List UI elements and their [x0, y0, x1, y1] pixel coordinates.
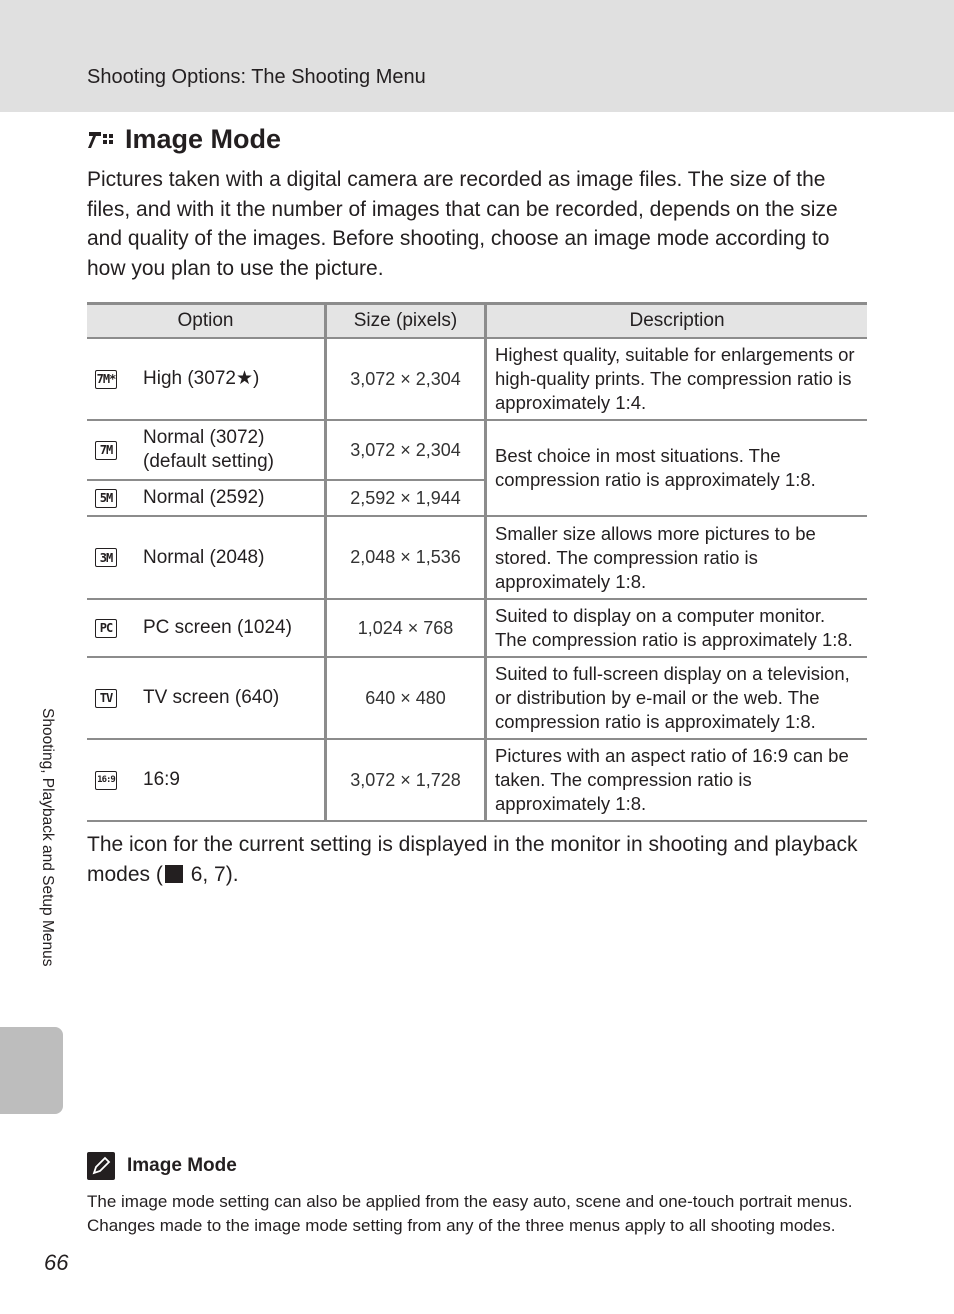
icon-note-pages: 6, 7). — [184, 862, 239, 886]
option-cell — [87, 657, 326, 739]
header-size: Size (pixels) — [326, 304, 486, 339]
mode-5m-icon: 5M — [95, 489, 117, 508]
page-reference-icon — [165, 865, 183, 883]
mode-pc-icon: PC — [95, 619, 117, 638]
note-title: Image Mode — [127, 1155, 237, 1176]
table-row — [87, 516, 867, 599]
table-row — [87, 599, 867, 657]
size-cell: 3,072 × 2,304 — [326, 420, 486, 480]
mode-7m-icon: 7M — [95, 441, 117, 460]
option-label: Normal (2048) — [143, 546, 265, 568]
size-cell: 640 × 480 — [326, 657, 486, 739]
description-cell: Best choice in most situations. The compression ratio is approximately 1:8. — [486, 420, 868, 516]
mode-7m-fine-icon: 7M* — [95, 370, 117, 389]
page-number: 66 — [44, 1250, 69, 1275]
option-label: PC screen (1024) — [143, 617, 292, 638]
mode-16-9-icon: 16:9 — [95, 771, 117, 790]
description-cell: Highest quality, suitable for enlargements or high-quality prints. The compression ratio is approximately 1:4. — [486, 338, 868, 420]
image-mode-icon — [87, 128, 117, 152]
chapter-tab — [0, 1027, 63, 1114]
note-heading — [87, 1152, 237, 1180]
option-cell — [87, 739, 326, 821]
header-option: Option — [87, 304, 326, 339]
intro-paragraph: Pictures taken with a digital camera are recorded as image files. The size of the files, and with it the number of images that can be recorded, depends on the size and quality of the images. Before shooting, choose an image mode according to how you plan to use the picture. — [87, 168, 838, 280]
description-cell: Suited to full-screen display on a television, or distribution by e-mail or the web. The compression ratio is approximately 1:8. — [486, 657, 868, 739]
option-label: 16:9 — [143, 769, 180, 790]
mode-tv-icon: TV — [95, 689, 117, 708]
description-cell: Suited to display on a computer monitor. The compression ratio is approximately 1:8. — [486, 599, 868, 657]
pencil-note-icon — [87, 1152, 115, 1180]
option-cell — [87, 338, 326, 420]
page-title: Image Mode — [125, 124, 282, 154]
side-chapter-label: Shooting, Playback and Setup Menus — [39, 708, 56, 967]
note-body: The image mode setting can also be applied from the easy auto, scene and one-touch portrait menus. Changes made to the image mode setting from any of the three menus apply to all shooting modes. — [87, 1192, 853, 1235]
table-header-row — [87, 304, 867, 339]
size-cell: 1,024 × 768 — [326, 599, 486, 657]
table-row — [87, 338, 867, 420]
description-cell: Smaller size allows more pictures to be stored. The compression ratio is approximately 1:8. — [486, 516, 868, 599]
table-row — [87, 739, 867, 821]
mode-3m-icon: 3M — [95, 548, 117, 567]
table-row — [87, 657, 867, 739]
icon-note-text: The icon for the current setting is displayed in the monitor in shooting and playback modes ( — [87, 833, 858, 886]
option-cell — [87, 420, 326, 480]
option-cell — [87, 599, 326, 657]
size-cell: 3,072 × 1,728 — [326, 739, 486, 821]
size-cell: 3,072 × 2,304 — [326, 338, 486, 420]
running-title: Shooting Options: The Shooting Menu — [87, 66, 426, 88]
icon-note-paragraph — [87, 830, 867, 889]
size-cell: 2,592 × 1,944 — [326, 480, 486, 516]
header-band — [0, 0, 954, 112]
size-cell: 2,048 × 1,536 — [326, 516, 486, 599]
header-description: Description — [486, 304, 868, 339]
description-cell: Pictures with an aspect ratio of 16:9 can be taken. The compression ratio is approximately 1:8. — [486, 739, 868, 821]
section-heading — [87, 124, 281, 155]
option-cell — [87, 516, 326, 599]
table-row — [87, 420, 867, 480]
option-cell — [87, 480, 326, 516]
image-mode-table — [87, 302, 867, 822]
option-label: TV screen (640) — [143, 687, 280, 708]
option-label: Normal (2592) — [143, 487, 265, 508]
option-label: High (3072★) — [143, 368, 260, 389]
option-label: Normal (3072) (default setting) — [143, 427, 274, 472]
